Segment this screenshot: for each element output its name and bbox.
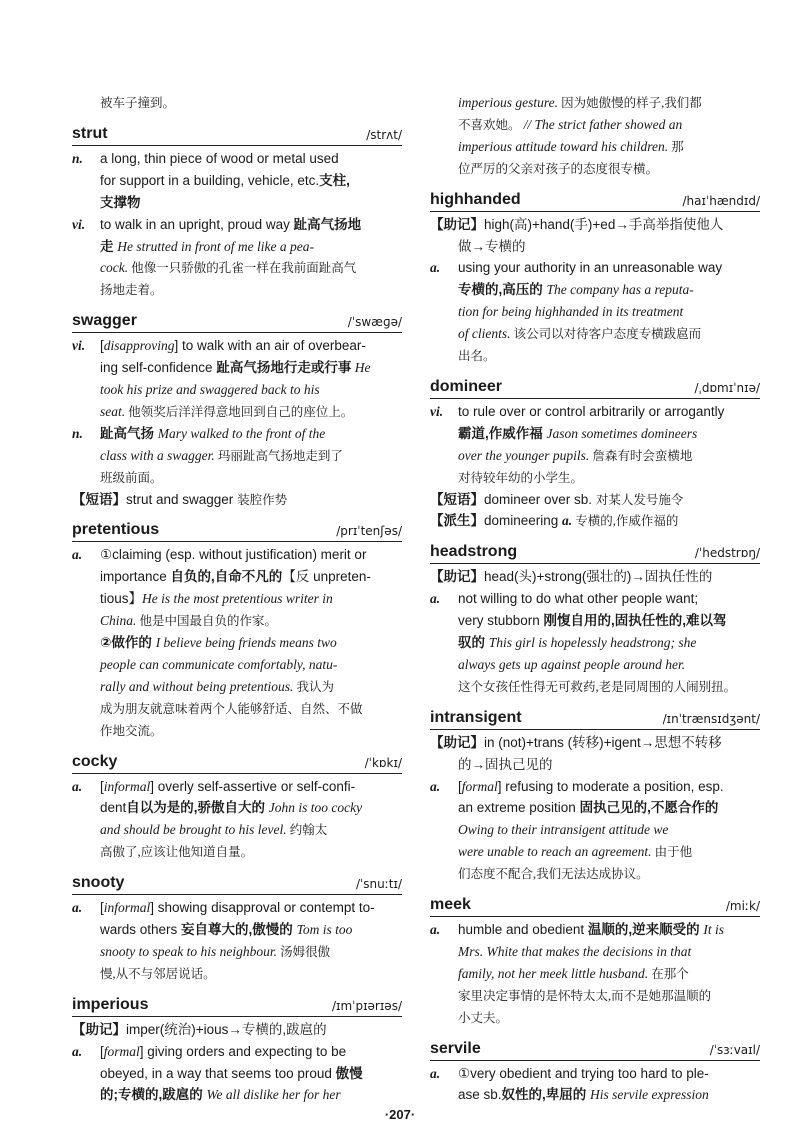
text-run: cock. [100, 260, 129, 276]
right-column [430, 0, 760, 1103]
text-run: ] overly self-assertive or self-confi- [150, 778, 356, 794]
entry-header [72, 123, 402, 146]
text-line [430, 567, 712, 587]
entry-header [72, 872, 402, 895]
text-line [100, 468, 163, 488]
text-run: a long, thin piece of wood or metal used [100, 150, 339, 166]
text-line [458, 302, 683, 322]
headword: headstrong [430, 543, 518, 561]
text-run: 扬地走着。 [100, 283, 163, 298]
text-run: [ [100, 338, 104, 354]
text-run: 在那个 [648, 966, 689, 981]
entry-header [430, 541, 760, 564]
text-run: 【反 unpreten- [282, 569, 371, 585]
part-of-speech-label: a. [72, 778, 83, 794]
text-line [458, 589, 698, 609]
text-line [100, 280, 163, 300]
text-run: 们态度不配合,我们无法达成协议。 [458, 867, 649, 882]
page-number: ·207· [384, 1107, 416, 1122]
headword: servile [430, 1039, 481, 1057]
text-line [430, 215, 723, 235]
text-line [100, 215, 361, 235]
text-run: 【助记】 [430, 569, 484, 585]
text-run: It is [703, 922, 725, 937]
text-run: formal [103, 1043, 140, 1059]
pronunciation: /ˌdɒmɪˈnɪə/ [694, 380, 760, 395]
text-run: 对待较年幼的小学生。 [458, 470, 584, 485]
text-line [458, 237, 526, 257]
entry-header [72, 751, 402, 774]
text-run: 趾高气扬 [100, 425, 158, 441]
text-run: over the younger pupils. [458, 447, 590, 463]
pronunciation: /ˈkɒkɪ/ [364, 755, 402, 770]
pronunciation: /ɪmˈpɪərɪəs/ [331, 998, 402, 1013]
text-run: 做→专横的 [458, 238, 526, 254]
text-line [458, 842, 692, 862]
text-run: were unable to reach an agreement. [458, 844, 652, 860]
text-run: 小丈夫。 [458, 1010, 509, 1025]
text-line [458, 677, 736, 697]
text-line [458, 1085, 709, 1105]
pronunciation: /prɪˈtenʃəs/ [336, 524, 402, 539]
text-run: ] giving orders and expecting to be [139, 1043, 347, 1059]
text-line [100, 633, 337, 653]
text-line [458, 159, 658, 179]
text-run: ] refusing to moderate a position, esp. [497, 778, 724, 794]
text-run: a. [562, 513, 573, 529]
text-run: family, not her meek little husband. [458, 965, 649, 981]
entry-header [430, 376, 760, 399]
text-line [458, 777, 724, 797]
entry-header [72, 994, 402, 1017]
text-line [100, 611, 277, 631]
text-run: 因为她傲慢的样子,我们都 [558, 96, 702, 110]
headword: strut [72, 124, 108, 142]
pronunciation: /miːk/ [725, 899, 760, 913]
text-line [430, 490, 683, 510]
text-line [100, 942, 330, 962]
text-run: 该公司以对待客户态度专横跋扈而 [510, 327, 702, 342]
text-run: in (not)+trans (转移)+igent→思想不转移 [484, 734, 722, 750]
text-run: ing self-confidence [100, 360, 217, 376]
text-line [458, 986, 711, 1006]
text-run: 出名。 [458, 349, 496, 363]
text-run: 自以为是的,骄傲自大的 [126, 800, 269, 816]
text-run: 霸道,作威作福 [458, 425, 547, 441]
text-run: Owing to their intransigent attitude we [458, 822, 669, 838]
pronunciation: /ɪnˈtrænsɪdʒənt/ [662, 711, 760, 726]
text-run: to walk in an upright, proud way [100, 216, 294, 232]
text-run: He is the most pretentious writer in [142, 591, 333, 607]
text-run: I believe being friends means two [155, 635, 337, 650]
text-run: 自负的,自命不凡的 [170, 569, 283, 585]
text-run: 【派生】 [430, 513, 484, 529]
text-run: 走 [100, 238, 118, 254]
pronunciation: /ˈswæɡə/ [347, 315, 402, 330]
text-run: 不喜欢她。 [458, 117, 524, 132]
entry-header [72, 310, 402, 333]
text-run: very stubborn [458, 613, 544, 629]
text-line [72, 490, 287, 510]
text-line [100, 655, 337, 675]
text-run: 的;专横的,跋扈的 [100, 1087, 207, 1103]
headword: pretentious [72, 521, 160, 539]
pronunciation: /ˈsnuːtɪ/ [355, 877, 402, 892]
text-run: and should be brought to his level. [100, 822, 287, 838]
text-line [100, 677, 334, 697]
text-run: took his prize and swaggered back to his [100, 382, 320, 397]
text-line [100, 171, 350, 191]
text-line [458, 964, 689, 984]
text-line [100, 336, 366, 356]
text-run: ] to walk with an air of overbear- [174, 338, 366, 354]
text-run: We all dislike her for her [206, 1087, 341, 1103]
text-run: 他领奖后洋洋得意地回到自己的座位上。 [125, 404, 354, 419]
text-line [100, 93, 175, 113]
text-run: 班级前面。 [100, 470, 163, 485]
text-run: obeyed, in a way that seems too proud [100, 1065, 336, 1081]
text-line [458, 93, 702, 113]
text-run: 这个女孩任性得无可救药,老是同周围的人闹别扭。 [458, 679, 737, 694]
text-line [100, 237, 314, 257]
text-run: 高傲了,应该让他知道自量。 [100, 845, 254, 860]
text-line [458, 798, 718, 818]
text-line [100, 1085, 341, 1105]
entry-header [430, 894, 760, 917]
text-run: 慢,从不与邻居说话。 [100, 966, 216, 981]
text-run: His servile expression [590, 1087, 709, 1103]
text-run: 支撑物 [100, 194, 141, 210]
text-line [458, 468, 583, 488]
text-line [458, 258, 722, 278]
text-run: [ [100, 1043, 104, 1059]
headword: highhanded [430, 190, 521, 208]
text-line [100, 699, 363, 719]
text-run: 那 [668, 139, 684, 154]
text-line [458, 446, 692, 466]
pronunciation: /ˈhedstrɒŋ/ [694, 546, 760, 561]
headword: cocky [72, 752, 118, 770]
text-run: not willing to do what other people want; [458, 591, 699, 607]
headword: imperious [72, 995, 149, 1013]
text-run: Jason sometimes domineers [546, 425, 698, 441]
headword: swagger [72, 312, 137, 330]
text-run: 【短语】 [430, 491, 484, 507]
text-run: 约翰太 [286, 823, 328, 838]
text-line [458, 1008, 508, 1028]
text-line [100, 545, 366, 565]
text-line [100, 567, 371, 587]
text-line [100, 380, 320, 400]
text-run: 奴性的,卑屈的 [501, 1087, 591, 1103]
text-run: 位严厉的父亲对孩子的态度很专横。 [458, 161, 659, 176]
text-line [100, 258, 356, 278]
text-line [100, 920, 352, 940]
headword: snooty [72, 874, 125, 892]
text-run: domineer over sb. [484, 491, 596, 507]
text-line [100, 820, 327, 840]
text-run: 专横的,高压的 [458, 282, 547, 298]
text-run: informal [103, 900, 151, 916]
entry-header [430, 1038, 760, 1061]
part-of-speech-label: a. [72, 547, 83, 563]
text-run: Tom is too [296, 922, 353, 937]
text-line [100, 402, 353, 422]
text-run: 由于他 [651, 845, 693, 860]
text-run: high(高)+hand(手)+ed→手高举指使他人 [484, 216, 724, 232]
text-run: Mrs. White that makes the decisions in that [458, 943, 692, 959]
text-line [100, 446, 343, 466]
text-run: to rule over or control arbitrarily or arrogantly [458, 403, 725, 419]
text-run: 趾高气扬地行走或行事 [216, 360, 352, 376]
text-line [458, 655, 685, 675]
text-line [100, 1042, 346, 1062]
part-of-speech-label: n. [72, 150, 83, 166]
text-run: ] showing disapproval or contempt to- [150, 900, 375, 916]
text-run: 【助记】 [430, 216, 484, 232]
text-run: John is too cocky [268, 800, 363, 816]
part-of-speech-label: a. [430, 778, 441, 794]
text-run: informal [103, 778, 151, 794]
text-line [100, 589, 333, 609]
text-run: seat. [100, 403, 126, 419]
part-of-speech-label: n. [72, 425, 83, 441]
text-line [458, 633, 696, 653]
text-line [458, 324, 701, 344]
text-run: rally and without being pretentious. [100, 678, 294, 694]
text-line [458, 280, 694, 300]
headword: domineer [430, 377, 503, 395]
text-run: 他像一只骄傲的孔雀一样在我前面趾高气 [128, 261, 357, 276]
pronunciation: /strʌt/ [366, 127, 402, 142]
part-of-speech-label: a. [430, 1065, 441, 1081]
part-of-speech-label: vi. [72, 338, 86, 354]
text-line [458, 137, 684, 157]
text-run: 汤姆很傲 [277, 944, 331, 959]
text-run: tious】 [100, 591, 143, 607]
text-run: always gets up against people around her. [458, 656, 686, 672]
text-run: 装腔作势 [237, 492, 288, 507]
text-line [458, 424, 697, 444]
text-line [458, 1064, 709, 1084]
part-of-speech-label: a. [430, 260, 441, 276]
text-line [458, 611, 727, 631]
text-run: an extreme position [458, 800, 580, 816]
text-run: head(头)+strong(强壮的)→固执任性的 [484, 569, 713, 585]
text-line [100, 898, 375, 918]
text-run: imperious gesture. [458, 95, 558, 110]
text-line [458, 820, 668, 840]
text-run: strut and swagger [126, 491, 238, 507]
text-line [100, 721, 163, 741]
text-run: [ [458, 778, 462, 794]
text-run: class with a swagger. [100, 447, 215, 463]
text-run: snooty to speak to his neighbour. [100, 943, 277, 959]
text-run: China. [100, 613, 137, 629]
text-run: 他是中国最自负的作家。 [136, 614, 278, 629]
text-run: 固执己见的,不愿合作的 [579, 800, 719, 816]
text-run: 对某人发号施令 [595, 492, 684, 507]
text-run: The company has a reputa- [546, 282, 694, 298]
text-run: imper(统治)+ious→专横的,跋扈的 [126, 1021, 327, 1037]
text-run: [ [100, 778, 104, 794]
part-of-speech-label: a. [72, 900, 83, 916]
text-run: ②做作的 [100, 635, 156, 650]
text-run: 被车子撞到。 [100, 96, 176, 110]
part-of-speech-label: vi. [430, 403, 444, 419]
text-run: 【助记】 [72, 1021, 126, 1037]
text-line [100, 1064, 363, 1084]
part-of-speech-label: a. [430, 591, 441, 607]
text-run: This girl is hopelessly headstrong; she [488, 635, 697, 650]
text-run: // The strict father showed an [523, 116, 683, 132]
text-run: 作地交流。 [100, 723, 163, 738]
part-of-speech-label: a. [430, 922, 441, 937]
text-run: 妄自尊大的,傲慢的 [181, 922, 297, 937]
pronunciation: /ˈsɜːvaɪl/ [709, 1042, 760, 1057]
text-line [100, 798, 362, 818]
part-of-speech-label: a. [72, 1043, 83, 1059]
text-run: of clients. [458, 326, 511, 342]
text-run: ①claiming (esp. without justification) merit or [100, 547, 367, 563]
headword: meek [430, 896, 471, 913]
text-run: 驭的 [458, 635, 489, 650]
text-line [458, 346, 496, 366]
text-line [100, 193, 141, 213]
text-run: 傲慢 [335, 1065, 363, 1081]
entry-header [430, 707, 760, 730]
text-run: imperious attitude toward his children. [458, 138, 669, 154]
text-run: people can communicate comfortably, natu- [100, 656, 338, 672]
pronunciation: /haɪˈhændɪd/ [682, 193, 760, 208]
text-run: for support in a building, vehicle, etc. [100, 172, 320, 188]
text-run: 温顺的,逆来顺受的 [587, 922, 704, 937]
text-run: 【短语】 [72, 491, 126, 507]
text-run: Mary walked to the front of the [157, 425, 326, 441]
text-run: ase sb. [458, 1087, 502, 1103]
text-run: wards others [100, 922, 182, 937]
text-run: 家里决定事情的是怀特太太,而不是她那温顺的 [458, 988, 712, 1003]
text-run: 支柱, [319, 172, 350, 188]
text-run: disapproving [103, 338, 175, 354]
text-line [100, 964, 216, 984]
text-run: using your authority in an unreasonable way [458, 260, 723, 276]
text-run: 的→固执己见的 [458, 756, 553, 772]
text-line [458, 755, 553, 775]
headword: intransigent [430, 708, 522, 726]
text-run: He strutted in front of me like a pea- [117, 238, 314, 254]
text-line [100, 777, 355, 797]
text-line [458, 402, 724, 422]
text-run: importance [100, 569, 171, 585]
left-column [72, 0, 402, 1103]
text-line [458, 920, 724, 940]
text-run: tion for being highhanded in its treatment [458, 304, 684, 320]
text-run: dent [100, 800, 127, 816]
text-run: 刚愎自用的,固执任性的,难以驾 [543, 613, 727, 629]
text-run: 玛丽趾高气扬地走到了 [214, 448, 343, 463]
text-run: 专横的,作威作福的 [572, 514, 679, 529]
entry-header [430, 189, 760, 212]
text-line [100, 149, 339, 169]
text-run: ①very obedient and trying too hard to ple- [458, 1065, 709, 1081]
text-run: 趾高气扬地 [293, 216, 362, 232]
text-line [458, 942, 691, 962]
text-line [100, 358, 370, 378]
text-run: 【助记】 [430, 734, 484, 750]
text-run: He [351, 360, 371, 376]
text-run: 詹森有时会蛮横地 [589, 448, 693, 463]
text-line [100, 842, 253, 862]
text-run: formal [461, 778, 498, 794]
text-line [72, 1020, 327, 1040]
text-run: 成为朋友就意味着两个人能够舒适、自然、不做 [100, 701, 363, 716]
text-line [430, 733, 722, 753]
text-run: humble and obedient [458, 922, 588, 937]
text-run: [ [100, 900, 104, 916]
text-line [100, 424, 325, 444]
text-line [458, 115, 682, 135]
text-line [430, 511, 678, 531]
text-run: 我认为 [293, 679, 335, 694]
text-run: domineering [484, 513, 563, 529]
text-line [458, 864, 649, 884]
part-of-speech-label: vi. [72, 216, 86, 232]
entry-header [72, 519, 402, 542]
